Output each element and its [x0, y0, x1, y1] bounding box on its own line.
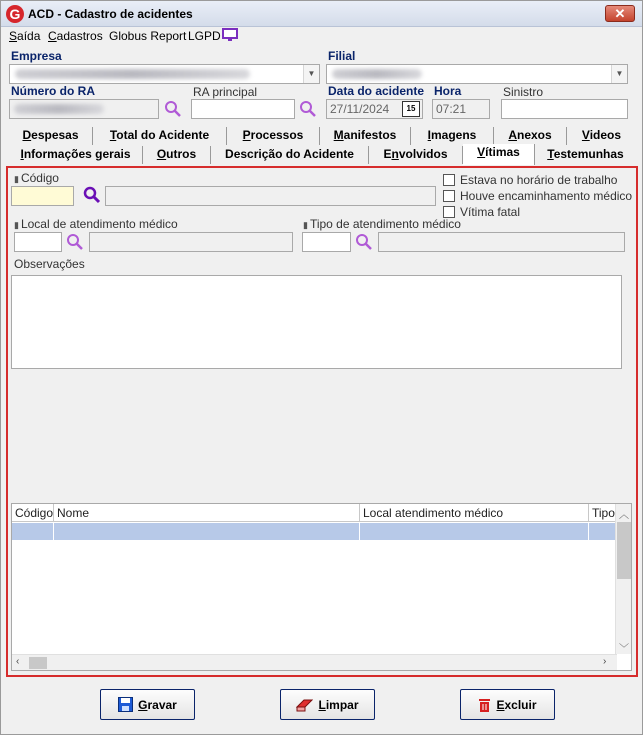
gravar-label: Gravar [138, 697, 177, 712]
horario-trabalho-label: Estava no horário de trabalho [460, 173, 618, 187]
observacoes-textarea[interactable] [11, 275, 622, 369]
search-icon[interactable] [299, 100, 317, 118]
title-bar [1, 1, 642, 27]
tab-informacoes-gerais[interactable]: Informações gerais [9, 146, 143, 164]
excluir-label: Excluir [496, 697, 537, 712]
gravar-button[interactable] [100, 689, 195, 720]
search-icon[interactable] [355, 233, 373, 251]
vertical-scrollbar[interactable] [615, 504, 631, 654]
grid-header [12, 504, 617, 522]
trash-icon [478, 697, 491, 713]
tab-videos[interactable]: Videos [567, 127, 636, 145]
search-icon[interactable] [164, 100, 182, 118]
search-icon[interactable] [66, 233, 84, 251]
sinistro-field[interactable] [501, 99, 628, 119]
tab-total-acidente[interactable]: Total do Acidente [93, 127, 227, 145]
vitima-fatal-label: Vítima fatal [460, 205, 521, 219]
horario-trabalho-checkbox[interactable] [443, 174, 455, 186]
hora-value: 07:21 [436, 102, 467, 116]
tab-outros[interactable]: Outros [143, 146, 211, 164]
column-header-tipo[interactable]: Tipo [592, 506, 615, 520]
horizontal-scrollbar[interactable] [12, 654, 617, 670]
table-cell[interactable] [54, 523, 360, 540]
empresa-combo[interactable] [9, 64, 320, 84]
column-header-local[interactable]: Local atendimento médico [360, 504, 589, 522]
tab-envolvidos[interactable]: Envolvidos [369, 146, 463, 164]
tab-testemunhas[interactable]: Testemunhas [535, 146, 636, 164]
filial-label: Filial [328, 49, 356, 63]
vitimas-grid[interactable] [11, 503, 632, 671]
limpar-button[interactable] [280, 689, 375, 720]
empresa-label: Empresa [11, 49, 62, 63]
close-button[interactable]: ✕ [605, 5, 635, 22]
observacoes-label: Observações [14, 257, 85, 271]
menu-cadastros[interactable]: Cadastros [48, 29, 103, 43]
column-header-nome[interactable]: Nome [54, 504, 360, 522]
save-icon [118, 697, 133, 712]
tipo-atendimento-label: ▮ Tipo de atendimento médico [303, 217, 461, 231]
local-atendimento-label: ▮ Local de atendimento médico [14, 217, 178, 231]
tab-vitimas[interactable]: Vítimas [463, 144, 535, 165]
chevron-left-icon[interactable]: ‹ [16, 656, 20, 667]
chevron-up-icon[interactable]: ︿ [619, 510, 629, 521]
codigo-field[interactable] [11, 186, 74, 206]
excluir-button[interactable] [460, 689, 555, 720]
tab-processos[interactable]: Processos [227, 127, 320, 145]
filial-combo[interactable] [326, 64, 628, 84]
pin-icon: ▮ [303, 220, 308, 230]
limpar-label: Limpar [318, 697, 359, 712]
tab-despesas[interactable]: Despesas [9, 127, 93, 145]
chevron-down-icon[interactable]: ▼ [611, 65, 627, 83]
hora-label: Hora [434, 84, 462, 98]
tab-anexos[interactable]: Anexos [494, 127, 567, 145]
table-row[interactable] [12, 523, 617, 540]
nome-vitima-field[interactable] [105, 186, 436, 206]
table-cell[interactable] [12, 523, 54, 540]
menu-globus-report[interactable]: Globus Report [109, 29, 187, 43]
data-acidente-label: Data do acidente [328, 84, 425, 98]
table-cell[interactable] [360, 523, 589, 540]
data-acidente-value: 27/11/2024 [330, 102, 390, 116]
sinistro-label: Sinistro [503, 85, 544, 99]
tipo-atendimento-desc-field[interactable] [378, 232, 625, 252]
app-logo-icon: G [6, 5, 24, 23]
scroll-thumb[interactable] [29, 657, 47, 669]
pin-icon: ▮ [14, 220, 19, 230]
monitor-icon[interactable] [222, 28, 238, 42]
encaminhamento-checkbox[interactable] [443, 190, 455, 202]
pin-icon: ▮ [14, 174, 19, 184]
tab-descricao-acidente[interactable]: Descrição do Acidente [211, 146, 369, 164]
tipo-atendimento-code-field[interactable] [302, 232, 351, 252]
column-header-codigo[interactable]: Código [12, 504, 54, 522]
codigo-label: ▮ Código [14, 171, 59, 185]
chevron-down-icon[interactable]: ▼ [303, 65, 319, 83]
numero-ra-field[interactable] [9, 99, 159, 119]
menu-saida[interactable]: Saída [9, 29, 41, 43]
ra-principal-field[interactable] [191, 99, 295, 119]
ra-principal-label: RA principal [193, 85, 258, 99]
tab-imagens[interactable]: Imagens [411, 127, 494, 145]
window-title: ACD - Cadastro de acidentes [28, 7, 193, 21]
redacted-value [14, 104, 104, 114]
chevron-down-icon[interactable]: ﹀ [619, 644, 629, 655]
redacted-value [332, 69, 422, 79]
redacted-value [15, 69, 250, 79]
encaminhamento-label: Houve encaminhamento médico [460, 189, 633, 203]
search-icon[interactable] [83, 186, 101, 204]
local-atendimento-desc-field[interactable] [89, 232, 293, 252]
numero-ra-label: Número do RA [11, 84, 95, 98]
chevron-right-icon[interactable]: › [603, 656, 607, 667]
tab-manifestos[interactable]: Manifestos [320, 127, 411, 145]
hora-field[interactable] [432, 99, 490, 119]
eraser-icon [296, 698, 313, 712]
menu-lgpd[interactable]: LGPD [188, 29, 221, 43]
local-atendimento-code-field[interactable] [14, 232, 62, 252]
menu-bar [1, 27, 642, 45]
scroll-thumb[interactable] [617, 522, 631, 579]
calendar-icon[interactable]: 15 [402, 101, 420, 117]
